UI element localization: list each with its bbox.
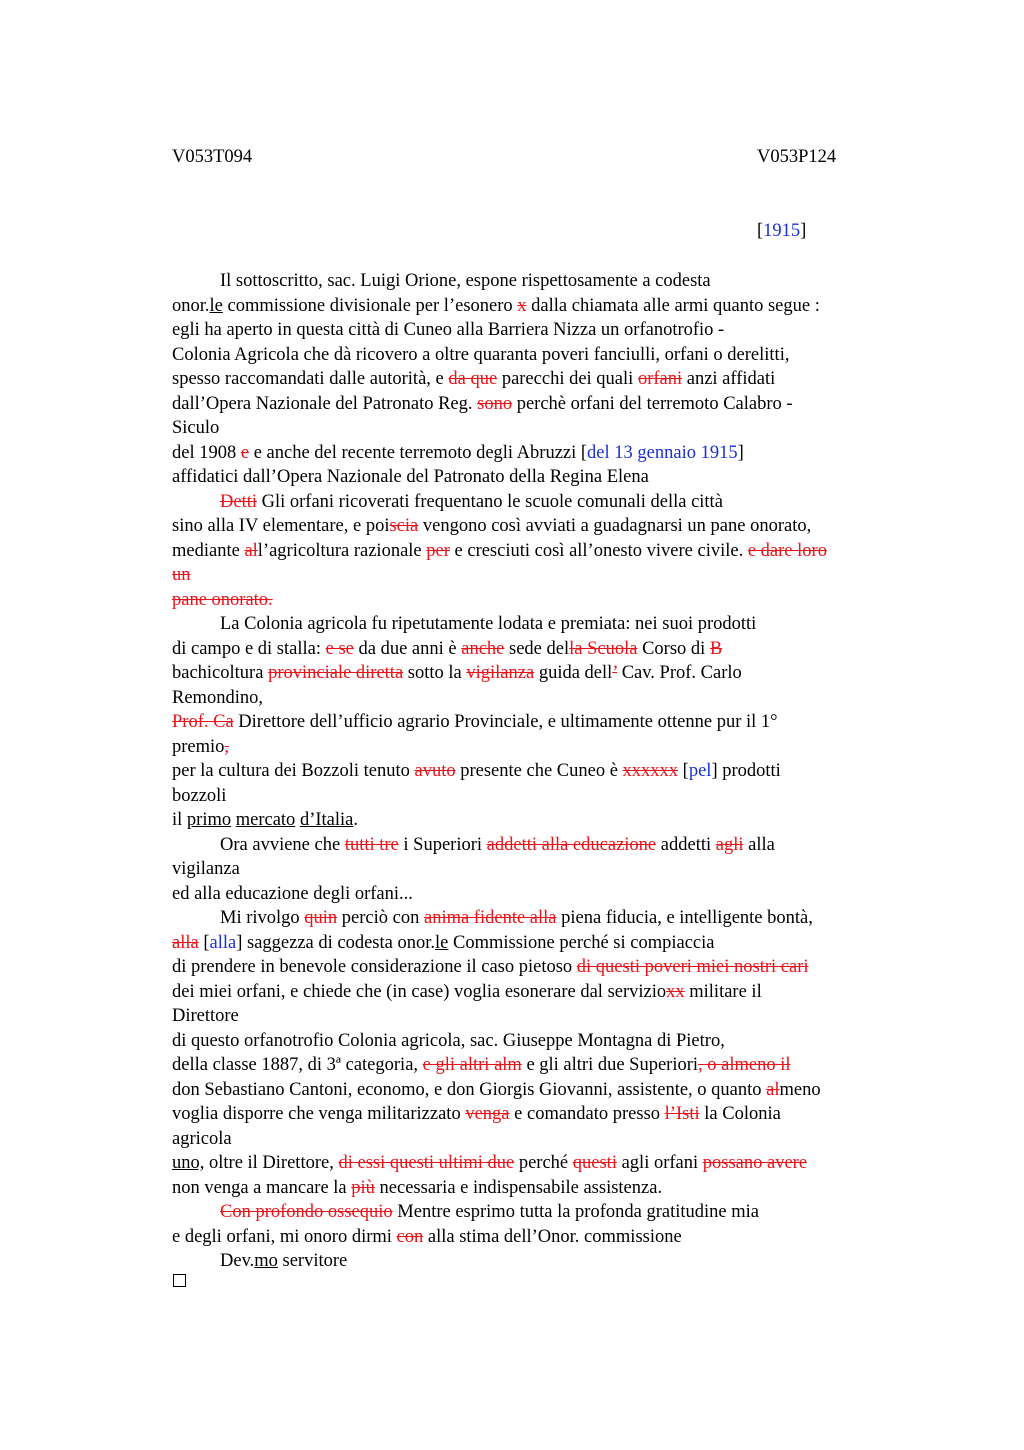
- text-line: [172, 588, 912, 613]
- deleted-text: ,: [224, 736, 230, 757]
- text-segment: presente che Cuneo è: [455, 761, 623, 781]
- text-segment: e anche del recente terremoto degli Abruzzi [: [249, 442, 588, 463]
- text-segment: agli orfani: [616, 1153, 703, 1173]
- deleted-text: B: [709, 638, 723, 659]
- text-line: [172, 1176, 912, 1201]
- text-segment: bozzoli: [172, 785, 227, 806]
- text-line: [172, 269, 912, 294]
- text-segment: meno: [779, 1079, 821, 1100]
- letter-body: [172, 269, 912, 1274]
- text-line: [172, 1004, 912, 1029]
- deleted-text: sono: [477, 393, 513, 414]
- text-segment: voglia disporre che venga militarizzato: [172, 1104, 466, 1124]
- text-segment: necessaria e indispensabile assistenza.: [374, 1177, 663, 1198]
- text-segment: commissione divisionale per l’esonero: [222, 295, 518, 316]
- text-line: [172, 808, 912, 833]
- text-line: [172, 318, 912, 343]
- text-line: [172, 441, 912, 466]
- text-segment: [: [198, 932, 210, 953]
- deleted-text: anche: [461, 638, 505, 659]
- text-segment: bachicoltura: [172, 663, 269, 683]
- text-line: [172, 367, 912, 392]
- text-line: [172, 857, 912, 882]
- text-line: [172, 1225, 912, 1250]
- document-year: [757, 221, 806, 242]
- text-line: [172, 514, 912, 539]
- text-segment: agricola: [172, 1128, 232, 1149]
- text-segment: vengono così avviati a guadagnarsi un pane onorato,: [418, 516, 812, 536]
- text-segment: Dev.: [220, 1251, 255, 1271]
- inserted-text: alla: [209, 932, 237, 953]
- deleted-text: Con profondo ossequio: [220, 1202, 393, 1222]
- text-segment: Corso di: [637, 638, 710, 659]
- text-segment: perciò con: [337, 908, 424, 928]
- deleted-text: vigilanza: [466, 663, 535, 683]
- document-code-left: V053T094: [172, 147, 253, 167]
- text-segment: non venga a mancare la: [172, 1177, 352, 1198]
- text-segment: parecchi dei quali: [497, 369, 638, 389]
- deleted-text: addetti alla educazione: [486, 834, 657, 855]
- text-segment: dall’Opera Nazionale del Patronato Reg.: [172, 393, 478, 414]
- deleted-text: Detti: [220, 491, 257, 512]
- text-segment: e gli altri due Superiori: [521, 1055, 699, 1075]
- text-segment: Mentre esprimo tutta la profonda gratitudine mia: [392, 1202, 759, 1222]
- text-segment: di prendere in benevole considerazione il caso pietoso: [172, 957, 577, 977]
- underlined-text: primo: [186, 810, 232, 830]
- deleted-text: orfani: [637, 369, 683, 389]
- deleted-text: xx: [666, 981, 685, 1002]
- text-segment: di questo orfanotrofio Colonia agricola, sac. Giuseppe Montagna di Pietro,: [172, 1030, 725, 1051]
- text-segment: sino alla IV elementare, e poi: [172, 516, 390, 536]
- text-line: [172, 1102, 912, 1127]
- text-line: [172, 784, 912, 809]
- text-segment: egli ha aperto in questa città di Cuneo alla Barriera Nizza un orfanotrofio -: [172, 320, 725, 340]
- text-line: [172, 563, 912, 588]
- deleted-text: x: [517, 295, 527, 316]
- text-segment: guida dell: [534, 663, 613, 683]
- text-segment: Ora avviene che: [220, 834, 345, 855]
- text-segment: della classe 1887, di 3ª categoria,: [172, 1055, 423, 1075]
- deleted-text: di essi questi ultimi due: [338, 1153, 515, 1173]
- text-segment: don Sebastiano Cantoni, economo, e don Giorgis Giovanni, assistente, o quanto: [172, 1079, 767, 1100]
- deleted-text: provinciale diretta: [268, 663, 404, 683]
- text-segment: di campo e di stalla:: [172, 638, 326, 659]
- text-segment: affidatici dall’Opera Nazionale del Patronato della Regina Elena: [172, 467, 649, 487]
- text-segment: sotto la: [403, 663, 467, 683]
- text-segment: Colonia Agricola che dà ricovero a oltre quaranta poveri fanciulli, orfani o derelitti,: [172, 344, 790, 365]
- text-segment: Mi rivolgo: [220, 908, 305, 928]
- text-line: [172, 392, 912, 417]
- text-segment: sede del: [504, 638, 570, 659]
- text-segment: dalla chiamata alle armi quanto segue :: [526, 295, 820, 316]
- deleted-text: alla: [172, 932, 199, 953]
- deleted-text: questi: [572, 1153, 617, 1173]
- text-segment: militare il: [684, 981, 762, 1002]
- text-line: [172, 1053, 912, 1078]
- text-segment: i Superiori: [398, 834, 487, 855]
- underlined-text: d’Italia: [299, 810, 354, 830]
- text-segment: Siculo: [172, 418, 220, 438]
- text-segment: spesso raccomandati dalle autorità, e: [172, 369, 449, 389]
- square-outline-icon: [173, 1274, 186, 1287]
- text-segment: La Colonia agricola fu ripetutamente lodata e premiata: nei suoi prodotti: [220, 614, 757, 634]
- text-line: [172, 1200, 912, 1225]
- text-segment: ] saggezza di codesta onor.: [236, 932, 435, 953]
- inserted-text: pel: [688, 761, 712, 781]
- text-line: [172, 1249, 912, 1274]
- text-line: [172, 416, 912, 441]
- document-code-right: V053P124: [757, 147, 837, 167]
- text-line: [172, 637, 912, 662]
- text-line: [172, 955, 912, 980]
- text-segment: Commissione perché si compiaccia: [448, 932, 715, 953]
- deleted-text: al: [244, 540, 258, 561]
- deleted-text: avuto: [414, 761, 456, 781]
- text-segment: alla: [743, 834, 775, 855]
- deleted-text: con: [396, 1226, 424, 1247]
- deleted-text: pane onorato.: [172, 589, 273, 610]
- underlined-text: mercato: [235, 810, 296, 830]
- text-segment: Il sottoscritto, sac. Luigi Orione, espone rispettosamente a codesta: [220, 271, 711, 291]
- text-segment: Direttore: [172, 1006, 239, 1026]
- text-segment: e cresciuti così all’onesto vivere civile.: [449, 540, 748, 561]
- text-line: [172, 661, 912, 686]
- text-line: [172, 980, 912, 1005]
- deleted-text: agli: [715, 834, 744, 855]
- text-segment: la Colonia: [699, 1104, 781, 1124]
- text-segment: addetti: [656, 834, 716, 855]
- text-line: [172, 1078, 912, 1103]
- text-segment: Remondino,: [172, 687, 263, 708]
- text-segment: Cav. Prof. Carlo: [617, 663, 742, 683]
- text-line: [172, 490, 912, 515]
- deleted-text: possano avere: [702, 1153, 808, 1173]
- text-line: [172, 294, 912, 319]
- deleted-text: , o almeno il: [698, 1055, 791, 1075]
- deleted-text: la Scuola: [569, 638, 638, 659]
- deleted-text: anima fidente alla: [423, 908, 557, 928]
- deleted-text: tutti tre: [344, 834, 399, 855]
- text-segment: ed alla educazione degli orfani...: [172, 883, 413, 904]
- text-segment: servitore: [277, 1251, 348, 1271]
- text-segment: perchè orfani del terremoto Calabro -: [512, 393, 793, 414]
- deleted-text: da que: [448, 369, 498, 389]
- text-segment: .: [353, 810, 358, 830]
- text-segment: per la cultura dei Bozzoli tenuto: [172, 761, 415, 781]
- text-line: [172, 710, 912, 735]
- text-line: [172, 906, 912, 931]
- deleted-text: un: [172, 565, 191, 585]
- deleted-text: e gli altri alm: [422, 1055, 522, 1075]
- year-bracket-open: [: [757, 221, 764, 241]
- deleted-text: scia: [389, 516, 419, 536]
- text-segment: mediante: [172, 540, 245, 561]
- text-segment: [: [678, 761, 689, 781]
- deleted-text: al: [766, 1079, 780, 1100]
- text-segment: premio: [172, 736, 225, 757]
- deleted-text: di questi poveri miei nostri cari: [576, 957, 809, 977]
- text-line: [172, 1127, 912, 1152]
- text-line: [172, 931, 912, 956]
- underlined-text: le: [435, 932, 449, 953]
- deleted-text: quin: [304, 908, 338, 928]
- text-line: [172, 343, 912, 368]
- text-segment: onor.: [172, 295, 210, 316]
- text-segment: anzi affidati: [682, 369, 776, 389]
- deleted-text: per: [426, 540, 450, 561]
- text-line: [172, 612, 912, 637]
- text-segment: l’agricoltura razionale: [257, 540, 427, 561]
- text-segment: piena fiducia, e intelligente bontà,: [556, 908, 813, 928]
- text-segment: Gli orfani ricoverati frequentano le scuole comunali della città: [257, 491, 723, 512]
- text-segment: il: [172, 810, 187, 830]
- text-segment: e degli orfani, mi onoro dirmi: [172, 1226, 397, 1247]
- text-line: [172, 465, 912, 490]
- text-line: [172, 735, 912, 760]
- deleted-text: più: [351, 1177, 375, 1198]
- deleted-text: venga: [465, 1104, 510, 1124]
- text-line: [172, 759, 912, 784]
- text-segment: e comandato presso: [509, 1104, 665, 1124]
- deleted-text: l’Isti: [664, 1104, 700, 1124]
- text-segment: dei miei orfani, e chiede che (in case) voglia esonerare dal servizio: [172, 981, 667, 1002]
- text-segment: oltre il Direttore,: [204, 1153, 339, 1173]
- text-segment: del 1908: [172, 442, 241, 463]
- text-line: [172, 882, 912, 907]
- year-value: 1915: [763, 221, 801, 241]
- underlined-text: uno,: [172, 1153, 205, 1173]
- text-segment: vigilanza: [172, 859, 240, 879]
- deleted-text: e dare loro: [747, 540, 827, 561]
- text-line: [172, 1029, 912, 1054]
- deleted-text: Prof. Ca: [172, 712, 234, 732]
- text-segment: perché: [514, 1153, 573, 1173]
- text-segment: da due anni è: [353, 638, 462, 659]
- text-line: [172, 686, 912, 711]
- text-segment: Direttore dell’ufficio agrario Provinciale, e ultimamente ottenne pur il 1°: [233, 712, 778, 732]
- text-segment: ] prodotti: [711, 761, 781, 781]
- deleted-text: e se: [325, 638, 354, 659]
- underlined-text: le: [209, 295, 223, 316]
- deleted-text: e: [240, 442, 250, 463]
- year-bracket-close: ]: [800, 221, 807, 241]
- text-line: [172, 833, 912, 858]
- inserted-text: del 13 gennaio 1915: [587, 442, 738, 463]
- text-segment: ]: [737, 442, 744, 463]
- deleted-text: ’: [612, 663, 618, 683]
- text-line: [172, 1151, 912, 1176]
- text-segment: alla stima dell’Onor. commissione: [423, 1226, 682, 1247]
- underlined-text: mo: [254, 1251, 278, 1271]
- deleted-text: xxxxxx: [622, 761, 679, 781]
- text-line: [172, 539, 912, 564]
